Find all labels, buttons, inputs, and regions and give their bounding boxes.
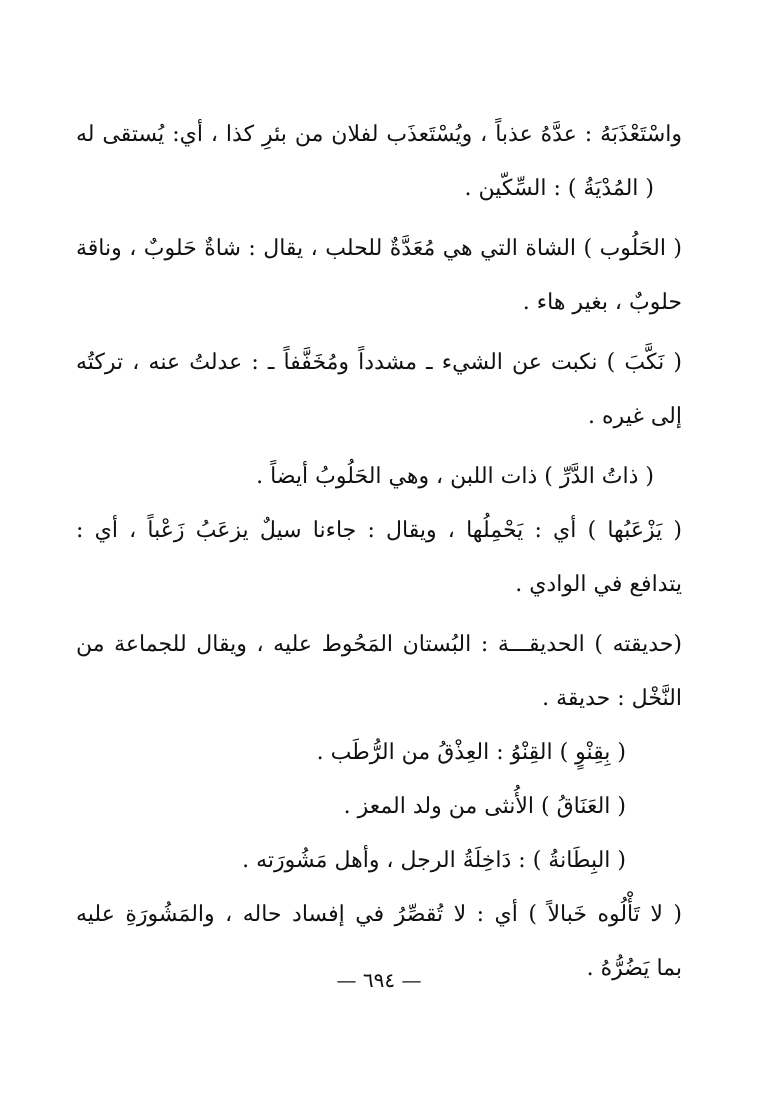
text-line-4: حلوبٌ ، بغير هاء . (522, 290, 682, 315)
text-line-12: ( بِقِنْوٍ ) القِنْوُ : العِذْقُ من الرُّطَب . (316, 740, 626, 765)
page-number: — ٦٩٤ — (336, 968, 422, 992)
text-line-13: ( العَنَاقُ ) الأُنثى من ولد المعز . (343, 794, 626, 819)
text-line-7: ( ذاتُ الدَّرِّ ) ذات اللبن ، وهي الحَلُوبُ أيضاً . (256, 464, 654, 489)
text-line-6: إلى غيره . (588, 404, 682, 429)
text-line-3: ( الحَلُوب ) الشاة التي هي مُعَدَّةٌ للحلب ، يقال : شاةٌ حَلوبٌ ، وناقة (76, 236, 682, 261)
text-line-16: بما يَضُرُّهُ . (586, 956, 682, 981)
text-line-1: واسْتَعْذَبَهُ : عدَّهُ عذباً ، ويُسْتَعذَب لفلان من بئرِ كذا ، أي: يُستقى له (76, 122, 682, 147)
text-line-11: النَّخْل : حديقة . (542, 686, 682, 711)
text-line-9: يتدافع في الوادي . (515, 572, 682, 597)
text-line-2: ( المُدْيَةُ ) : السِّكّين . (464, 176, 654, 201)
text-line-10: (حديقته ) الحديقـــة : البُستان المَحُوط عليه ، ويقال للجماعة من (76, 632, 682, 657)
text-block (76, 108, 682, 996)
text-line-8: ( يَزْعَبُها ) أي : يَحْمِلُها ، ويقال : جاءنا سيلٌ يزعَبُ زَعْباً ، أي : (76, 518, 682, 543)
text-line-5: ( نَكَّبَ ) نكبت عن الشيء ـ مشدداً ومُخَفَّفاً ـ : عدلتُ عنه ، تركتُه (76, 350, 682, 375)
text-line-14: ( البِطَانةُ ) : دَاخِلَةُ الرجل ، وأهل مَشُورَته . (242, 848, 626, 873)
text-line-15: ( لا تَأْلُوه خَبالاً ) أي : لا تُقصِّرُ في إفساد حاله ، والمَشُورَةِ عليه (76, 902, 682, 927)
